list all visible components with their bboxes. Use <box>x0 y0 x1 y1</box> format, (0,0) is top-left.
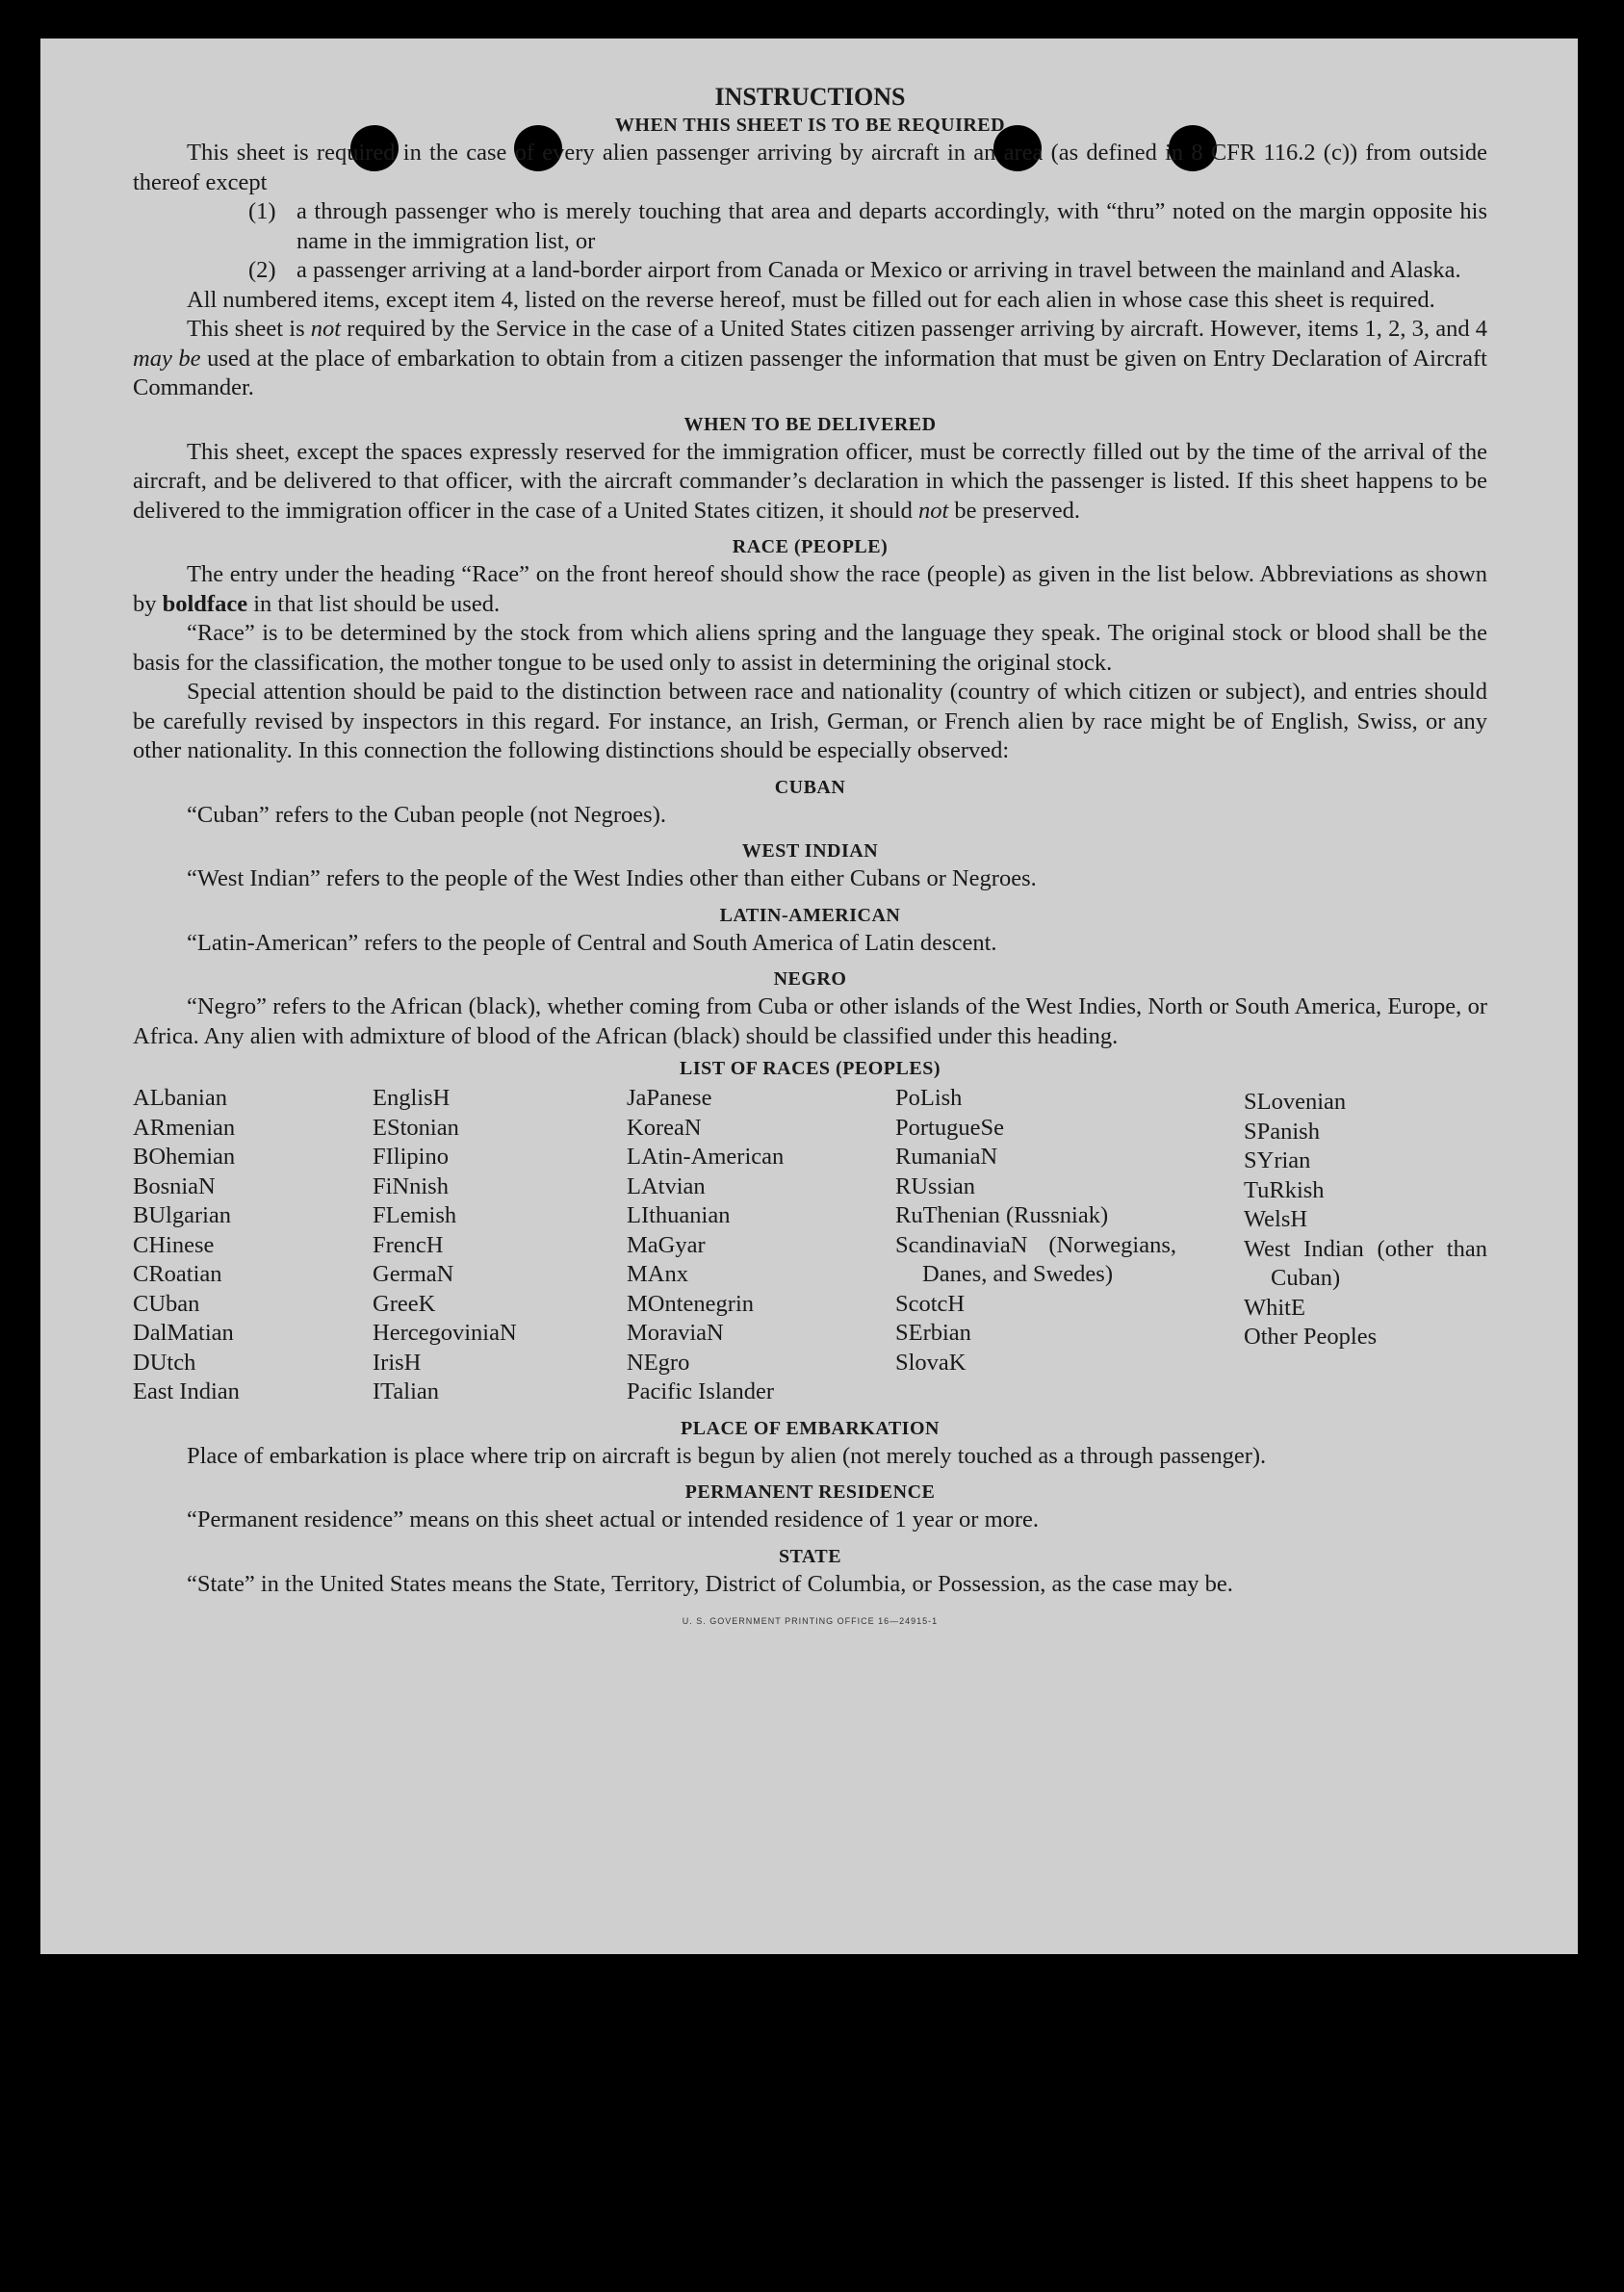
race-item: DalMatian <box>133 1320 234 1346</box>
race-item: RumaniaN <box>895 1144 998 1170</box>
race-item: DUtch <box>133 1349 196 1376</box>
exception-number: (2) <box>248 257 276 283</box>
races-column <box>373 1084 627 1407</box>
emphasis-text: may be <box>133 345 201 372</box>
race-item: TuRkish <box>1244 1176 1325 1203</box>
races-column <box>627 1084 895 1407</box>
race-item: FLemish <box>373 1202 457 1228</box>
race-item: EStonian <box>373 1114 459 1141</box>
numbered-items-paragraph: All numbered items, except item 4, listed on the reverse hereof, must be filled out for each alien in whose case this sheet is required. <box>187 286 1435 313</box>
text-run: in that list should be used. <box>247 590 501 617</box>
exception-item <box>133 197 1487 256</box>
heading-negro: NEGRO <box>773 968 847 990</box>
race-item: IrisH <box>373 1349 422 1376</box>
race-item: CHinese <box>133 1231 215 1258</box>
race-item: HercegoviniaN <box>373 1320 517 1346</box>
exception-text: a passenger arriving at a land-border airport from Canada or Mexico or arriving in travel between the mainland and Alaska. <box>296 257 1461 283</box>
heading-west-indian: WEST INDIAN <box>741 840 879 862</box>
race-paragraph: Special attention should be paid to the distinction between race and nationality (country of which citizen or subject), and entries should be carefully revised by inspectors in this regard. For instance, an Irish, German, or French alien by race might be of English, Swiss, or any other nationality. In this connection the following distinctions should be especially observed: <box>133 679 1487 763</box>
race-item: RuThenian (Russniak) <box>895 1202 1109 1228</box>
race-paragraph: “Race” is to be determined by the stock from which aliens spring and the language they speak. The original stock or blood shall be the basis for the classification, the mother tongue to be used only to assist in determining the original stock. <box>133 620 1487 676</box>
race-item: Other Peoples <box>1244 1324 1378 1350</box>
printer-imprint: U. S. GOVERNMENT PRINTING OFFICE 16—24915-1 <box>682 1616 939 1626</box>
heading-latin-american: LATIN-AMERICAN <box>719 904 901 926</box>
race-item: BOhemian <box>133 1144 236 1170</box>
heading-permanent-residence: PERMANENT RESIDENCE <box>684 1481 936 1503</box>
race-item: ARmenian <box>133 1114 236 1141</box>
race-item: BosniaN <box>133 1172 216 1199</box>
delivered-paragraph <box>133 438 1487 527</box>
cuban-paragraph: “Cuban” refers to the Cuban people (not Negroes). <box>187 801 666 828</box>
race-item: KoreaN <box>627 1114 702 1141</box>
heading-state: STATE <box>778 1545 842 1567</box>
race-item: Pacific Islander <box>627 1378 775 1404</box>
citizen-paragraph <box>133 315 1487 403</box>
document-title: INSTRUCTIONS <box>714 83 906 111</box>
exception-text: a through passenger who is merely touching that area and departs accordingly, with “thru” noted on the margin opposite his name in the immigration list, or <box>296 198 1487 254</box>
race-item: PortugueSe <box>895 1114 1004 1141</box>
races-list <box>133 1084 1487 1407</box>
text-run: This sheet, except the spaces expressly reserved for the immigration officer, must be correctly filled out by the time of the arrival of the aircraft, and be delivered to that officer, with the aircraft commander’s declaration in which the passenger is listed. If this sheet happens to be delivered to the immigration officer in the case of a United States citizen, it should <box>133 438 1487 524</box>
west-indian-paragraph: “West Indian” refers to the people of the West Indies other than either Cubans or Negroes. <box>187 865 1037 891</box>
race-item: WhitE <box>1244 1294 1305 1321</box>
race-item: SLovenian <box>1244 1089 1347 1115</box>
heading-embarkation: PLACE OF EMBARKATION <box>681 1417 940 1439</box>
race-item: ScandinaviaN (Norwegians, Danes, and Swedes) <box>895 1231 1176 1287</box>
bold-text: boldface <box>162 590 248 617</box>
race-item: WelsH <box>1244 1206 1308 1232</box>
races-column <box>133 1084 373 1407</box>
race-item: PoLish <box>895 1085 963 1111</box>
text-run: used at the place of embarkation to obtain from a citizen passenger the information that must be given on Entry Declaration of Aircraft Commander. <box>133 345 1487 400</box>
heading-cuban: CUBAN <box>774 776 846 798</box>
intro-paragraph: This sheet is required in the case of every alien passenger arriving by aircraft in an area (as defined in 8 CFR 116.2 (c)) from outside thereof except <box>133 140 1487 195</box>
race-item: BUlgarian <box>133 1202 232 1228</box>
heading-list-of-races: LIST OF RACES (PEOPLES) <box>679 1058 941 1079</box>
negro-paragraph: “Negro” refers to the African (black), whether coming from Cuba or other islands of the West Indies, North or South America, Europe, or Africa. Any alien with admixture of blood of the African (black) should be classified under this heading. <box>133 993 1487 1049</box>
race-item: FiNnish <box>373 1172 449 1199</box>
heading-when-required: WHEN THIS SHEET IS TO BE REQUIRED <box>614 115 1006 136</box>
race-item: RUssian <box>895 1172 976 1199</box>
race-item: LAtin-American <box>627 1144 785 1170</box>
race-item: SlovaK <box>895 1349 967 1376</box>
heading-when-delivered: WHEN TO BE DELIVERED <box>683 413 937 435</box>
text-run: The entry under the heading “Race” on the front hereof should show the race (people) as given in the list below. Abbreviations as shown by <box>133 561 1487 617</box>
race-item: MoraviaN <box>627 1320 724 1346</box>
race-item: FrencH <box>373 1231 444 1258</box>
emphasis-text: not <box>917 497 949 524</box>
races-column <box>895 1084 1244 1407</box>
race-item: LAtvian <box>627 1172 706 1199</box>
race-item: GermaN <box>373 1261 454 1287</box>
race-item: MaGyar <box>627 1231 706 1258</box>
exception-number: (1) <box>248 198 276 224</box>
race-item: NEgro <box>627 1349 690 1376</box>
state-paragraph: “State” in the United States means the State, Territory, District of Columbia, or Possession, as the case may be. <box>187 1570 1233 1597</box>
race-item: JaPanese <box>627 1085 712 1111</box>
exception-item <box>133 256 1487 286</box>
race-item: East Indian <box>133 1378 240 1404</box>
heading-race: RACE (PEOPLE) <box>732 536 889 557</box>
race-item: SErbian <box>895 1320 971 1346</box>
text-run: required by the Service in the case of a United States citizen passenger arriving by aircraft. However, items 1, 2, 3, and 4 <box>341 316 1488 342</box>
latin-american-paragraph: “Latin-American” refers to the people of Central and South America of Latin descent. <box>187 929 997 956</box>
race-item: MOntenegrin <box>627 1290 754 1317</box>
race-item: West Indian (other than Cuban) <box>1244 1235 1487 1291</box>
residence-paragraph: “Permanent residence” means on this sheet actual or intended residence of 1 year or more. <box>187 1507 1040 1532</box>
race-item: FIlipino <box>373 1144 449 1170</box>
document-content <box>133 83 1487 1636</box>
race-item: GreeK <box>373 1290 436 1317</box>
race-item: SYrian <box>1244 1147 1311 1173</box>
emphasis-text: not <box>310 316 342 342</box>
race-item: CRoatian <box>133 1261 222 1287</box>
race-item: EnglisH <box>373 1085 451 1111</box>
race-item: ITalian <box>373 1378 440 1404</box>
race-item: MAnx <box>627 1261 688 1287</box>
race-item: CUban <box>133 1290 200 1317</box>
text-run: be preserved. <box>948 497 1081 524</box>
race-item: ScotcH <box>895 1290 966 1317</box>
race-item: ALbanian <box>133 1085 227 1111</box>
race-paragraph <box>133 560 1487 619</box>
race-item: SPanish <box>1244 1118 1320 1145</box>
embarkation-paragraph: Place of embarkation is place where trip on aircraft is begun by alien (not merely touched as a through passenger). <box>187 1442 1267 1469</box>
races-column <box>1244 1084 1487 1407</box>
text-run: This sheet is <box>187 316 311 342</box>
race-item: LIthuanian <box>627 1202 731 1228</box>
